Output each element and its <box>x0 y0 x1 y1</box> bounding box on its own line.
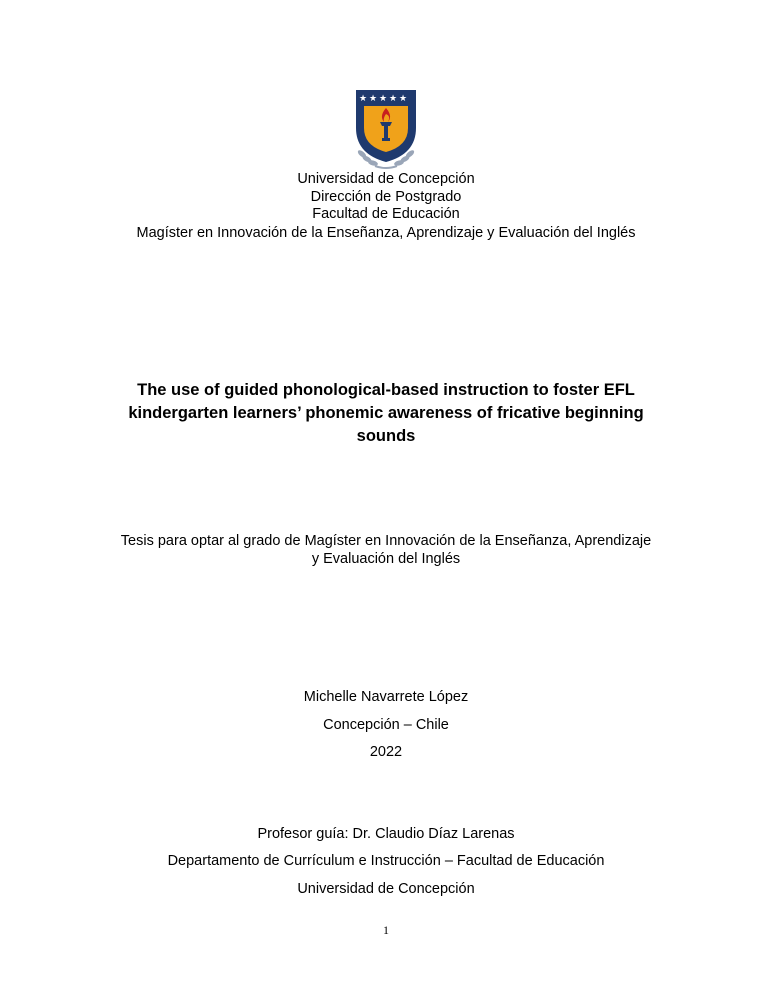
svg-text:★: ★ <box>379 94 388 104</box>
svg-text:★: ★ <box>399 94 408 104</box>
thesis-title-line: kindergarten learners’ phonemic awareness of fricative beginning <box>128 404 644 422</box>
university-crest-logo <box>353 88 419 170</box>
author-year: 2022 <box>369 744 403 760</box>
advisor-university: Universidad de Concepción <box>297 881 475 897</box>
svg-text:★: ★ <box>389 94 398 104</box>
page-number: 1 <box>383 923 389 937</box>
author-place: Concepción – Chile <box>323 717 449 733</box>
thesis-title-line: sounds <box>356 427 416 445</box>
university-name: Universidad de Concepción <box>297 171 475 187</box>
advisor-department: Departamento de Currículum e Instrucción – Facultad de Educación <box>167 853 605 869</box>
faculty-name: Facultad de Educación <box>312 206 460 222</box>
degree-statement-line: y Evaluación del Inglés <box>311 551 461 567</box>
author-name: Michelle Navarrete López <box>303 689 469 705</box>
crest-stars <box>359 94 407 104</box>
svg-text:★: ★ <box>369 94 378 104</box>
advisor-name: Profesor guía: Dr. Claudio Díaz Larenas <box>257 826 515 842</box>
graduate-office: Dirección de Postgrado <box>310 189 462 205</box>
degree-statement-line: Tesis para optar al grado de Magíster en Innovación de la Enseñanza, Aprendizaje <box>120 533 652 549</box>
thesis-title-line: The use of guided phonological-based instruction to foster EFL <box>137 381 635 399</box>
program-name: Magíster en Innovación de la Enseñanza, Aprendizaje y Evaluación del Inglés <box>136 225 636 241</box>
svg-text:★: ★ <box>359 94 368 104</box>
thesis-title <box>90 379 682 448</box>
